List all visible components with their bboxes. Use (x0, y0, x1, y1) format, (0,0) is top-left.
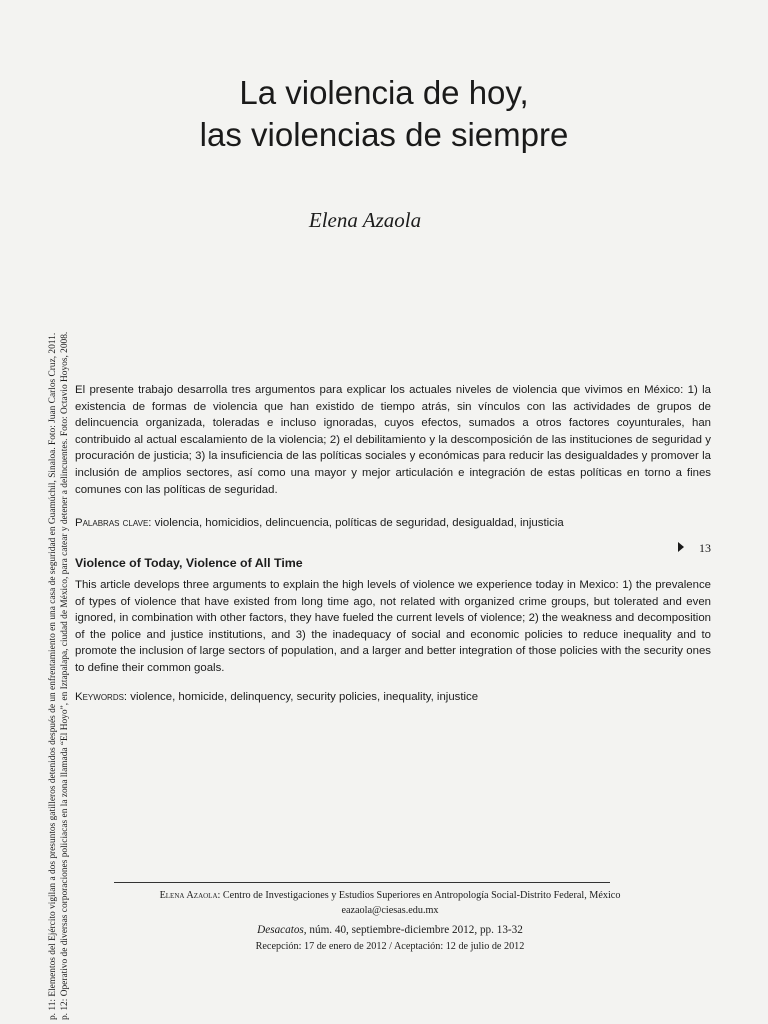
footer-affiliation (80, 889, 700, 902)
footer-journal (80, 924, 700, 937)
journal-name: Desacatos, (257, 924, 307, 936)
footer-dates: Recepción: 17 de enero de 2012 / Aceptación: 12 de julio de 2012 (255, 941, 525, 952)
triangle-marker-icon (678, 542, 684, 552)
footer-affiliation-text: Centro de Investigaciones y Estudios Superiores en Antropología Social-Distrito Federal, México (222, 890, 621, 901)
photo-caption-1: p. 11: Elementos del Ejército vigilan a dos presuntos gatilleros detenidos después de un enfrentamiento en una casa de seguridad en Guamúchil, Sinaloa. Foto: Juan Carlos Cruz, 2011. (48, 332, 58, 1020)
article-title (0, 72, 768, 156)
keywords-spanish (75, 515, 711, 532)
abstract-english: This article develops three arguments to explain the high levels of violence we experience today in Mexico: 1) the prevalence of types of violence that have existed from long time ago, not related with organized crime groups, but tolerated and even ignored, in combination with other factors, they have fueled the current levels of violence; 2) the weakness and decomposition of the police and justice institutions, and 3) the inadequacy of social and economic policies to reduce inequality and to promote the inclusion of large sectors of population, and a larger and better integration of those policies with the security ones to define their common goals. (75, 579, 711, 674)
title-line-1: La violencia de hoy, (239, 74, 529, 111)
footer-email: eazaola@ciesas.edu.mx (341, 905, 439, 916)
keywords-text: violencia, homicidios, delincuencia, políticas de seguridad, desigualdad, injusticia (154, 517, 564, 529)
photo-captions (47, 208, 77, 1020)
journal-issue: núm. 40, septiembre-diciembre 2012, pp. 13-32 (309, 924, 523, 936)
author-name: Elena Azaola (308, 208, 422, 232)
keywords-label: Palabras clave: (75, 517, 152, 529)
footer-divider (114, 882, 610, 883)
page-number: 13 (699, 541, 711, 555)
title-line-2: las violencias de siempre (199, 116, 569, 153)
keywords-label: Keywords: (75, 691, 128, 703)
footer-author: Elena Azaola: (159, 890, 221, 901)
abstract-spanish: El presente trabajo desarrolla tres argumentos para explicar los actuales niveles de violencia que vivimos en México: 1) la existencia de formas de violencia que han existido de tiempo atrás, sin vínculos con las actividades de grupos de delincuencia organizada, toleradas e incluso ignoradas, cuyos efectos, sumados a otros factores coyunturales, han contribuido al actual escalamiento de la violencia; 2) el debilitamiento y la descomposición de las instituciones de seguridad y procuración de justicia; 3) la insuficiencia de las políticas sociales y económicas para reducir las desigualdades y promover la inclusión de amplios sectores, así como una mayor y mejor articulación e integración de estas políticas en torno a fines comunes con las políticas de seguridad. (75, 384, 711, 496)
keywords-text: violence, homicide, delinquency, security policies, inequality, injustice (130, 691, 479, 703)
photo-caption-2: p. 12: Operativo de diversas corporaciones policiacas en la zona llamada “El Hoyo”, en Iztapalapa, ciudad de México, para catear y detener a delincuentes. Foto: Octavio Hoyos, 2008. (60, 331, 70, 1020)
keywords-english (75, 689, 711, 706)
english-title: Violence of Today, Violence of All Time (75, 556, 303, 570)
